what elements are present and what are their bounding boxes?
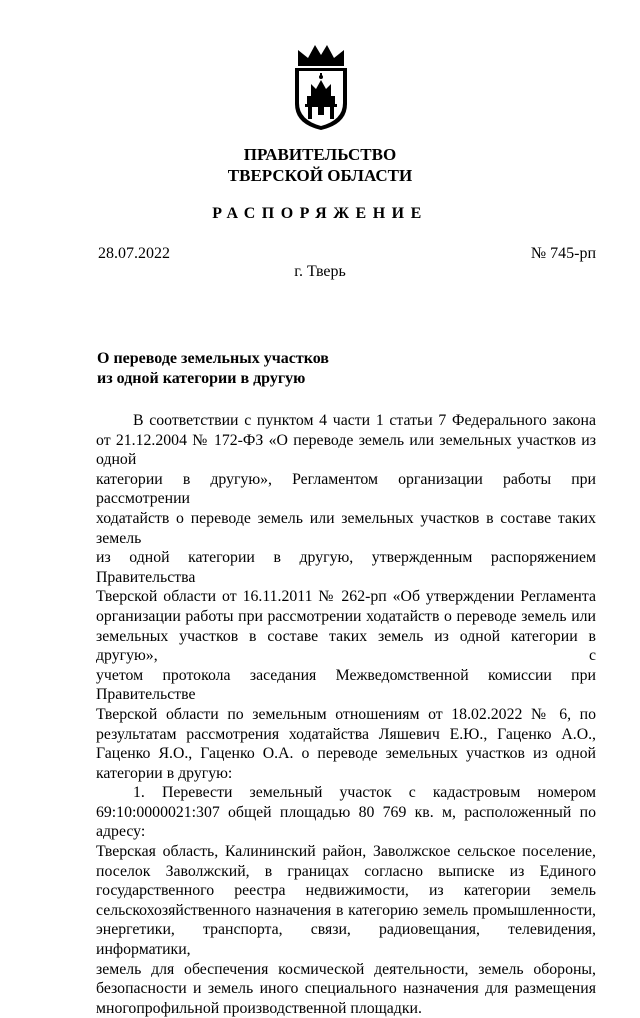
subject-line: из одной категории в другую (97, 370, 306, 387)
document-number: № 745-рп (530, 245, 596, 262)
document-type-title: РАСПОРЯЖЕНИЕ (212, 205, 428, 222)
body-line: 1. Перевести земельный участок с кадастровым номером (133, 784, 596, 802)
document-subject (97, 349, 329, 389)
organization-name-line-2: ТВЕРСКОЙ ОБЛАСТИ (227, 166, 413, 185)
body-line: 69:10:0000021:307 общей площадью 80 769 кв. м, расположенный по адресу: (96, 803, 596, 841)
body-line: В соответствии с пунктом 4 части 1 статьи 7 Федерального закона (133, 412, 596, 429)
body-line: энергетики, транспорта, связи, радиовещания, телевидения, информатики, (96, 921, 596, 959)
body-line: сельскохозяйственного назначения в категорию земель промышленности, (96, 901, 596, 919)
body-line: Тверской области от 16.11.2011 № 262-рп «Об утверждении Регламента (96, 588, 596, 606)
body-line: организации работы при рассмотрении ходатайств о переводе земель или (96, 607, 596, 625)
body-line: ходатайств о переводе земель или земельных участков в составе таких земель (96, 509, 596, 547)
body-line: Гаценко Я.О., Гаценко О.А. о переводе земельных участков из одной (96, 745, 596, 763)
subject-line: О переводе земельных участков (97, 350, 329, 367)
document-body (96, 411, 596, 1018)
document-date: 28.07.2022 (98, 245, 170, 262)
body-line: земельных участков в составе таких земель из одной категории в другую», с (96, 627, 596, 665)
body-line: государственного реестра недвижимости, из категории земель (96, 882, 596, 900)
body-line: категории в другую: (96, 764, 233, 782)
body-line: результатам рассмотрения ходатайства Ляшевич Е.Ю., Гаценко А.О., (96, 725, 596, 743)
organization-name-line-1: ПРАВИТЕЛЬСТВО (243, 145, 397, 164)
body-line: от 21.12.2004 № 172-ФЗ «О переводе земель или земельных участков из одной (96, 431, 596, 469)
body-line: земель для обеспечения космической деятельности, земель обороны, (96, 960, 596, 978)
body-line: учетом протокола заседания Межведомственной комиссии при Правительстве (96, 666, 596, 704)
body-line: многопрофильной производственной площадки. (96, 999, 422, 1017)
body-line: Тверской области по земельным отношениям от 18.02.2022 № 6, по (96, 705, 596, 723)
body-line: Тверская область, Калининский район, Заволжское сельское поселение, (96, 843, 596, 861)
document-city: г. Тверь (294, 263, 346, 280)
body-line: из одной категории в другую, утвержденным распоряжением Правительства (96, 549, 596, 586)
tver-coat-of-arms-emblem (290, 40, 352, 132)
body-line: безопасности и земель иного специального назначения для размещения (96, 980, 596, 998)
body-line: поселок Заволжский, в границах согласно выписке из Единого (96, 862, 596, 880)
body-line: категории в другую», Регламентом организации работы при рассмотрении (96, 470, 596, 508)
